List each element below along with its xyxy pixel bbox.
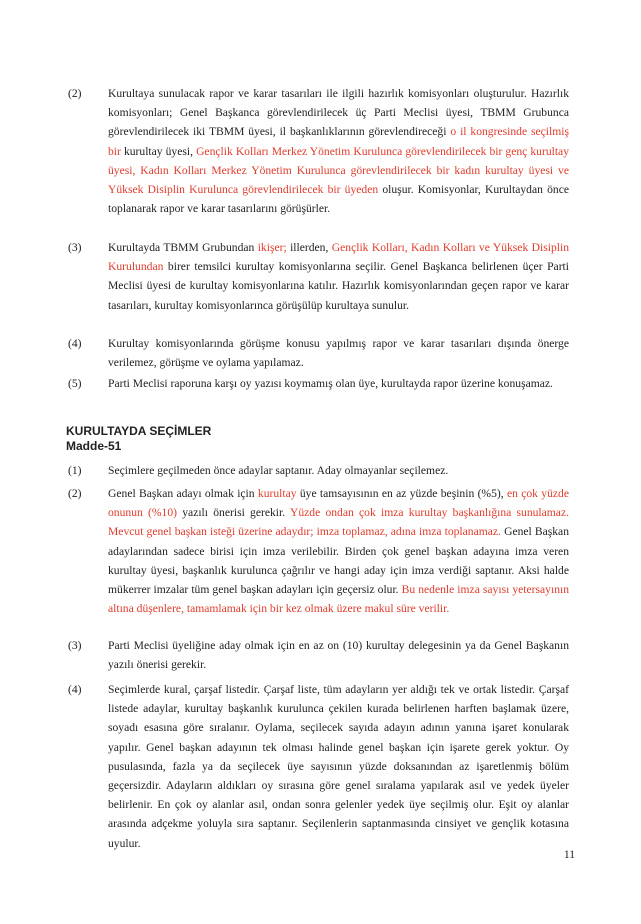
article-number: Madde-51 bbox=[66, 439, 122, 453]
clause-51-4 bbox=[68, 680, 569, 853]
clause-50-4 bbox=[68, 334, 569, 372]
clause-text bbox=[108, 461, 569, 480]
amended-text-segment: en çok yüzde onunun (%10) bbox=[108, 487, 569, 520]
amended-text-segment: o il kongresinde seçilmiş bir bbox=[108, 125, 569, 158]
text-segment: kurultay üyesi, bbox=[120, 144, 197, 158]
amended-text-segment: Gençlik Kolları Merkez Yönetim Kurulunca görevlendirilecek bir genç kurultay üyesi, Kadın Kolları Merkez Yönetim Kurulunca görevlendirilecek bir kadın kurultay üyesi ve Yüksek Disiplin Kurulunca görevlendirilecek bir üyeden bbox=[108, 144, 570, 197]
clause-number: (5) bbox=[68, 377, 82, 390]
clause-50-2 bbox=[68, 84, 569, 218]
amended-text-segment: Bu nedenle imza sayısı yetersayının altına düşenlere, tamamlamak için bir kez olmak üzere makul süre verilir. bbox=[108, 583, 570, 616]
text-segment: Genel Başkan adayı olmak için bbox=[108, 487, 258, 500]
section-title: KURULTAYDA SEÇİMLER bbox=[66, 424, 212, 438]
clause-text bbox=[108, 680, 569, 853]
text-segment: illerden, bbox=[286, 241, 332, 254]
clause-50-5 bbox=[68, 374, 569, 393]
section-heading bbox=[66, 424, 466, 454]
clause-51-1 bbox=[68, 461, 569, 480]
amended-text-segment: Gençlik Kolları, Kadın Kolları ve Yüksek Disiplin Kurulundan bbox=[108, 241, 570, 274]
amended-text-segment: ikişer; bbox=[257, 241, 287, 254]
text-segment: Kurultay komisyonlarında görüşme konusu yapılmış rapor ve karar tasarıları dışında önerge verilemez, görüşme ve oylama yapılamaz. bbox=[108, 337, 569, 370]
text-segment: üye tamsayısının en az yüzde beşinin (%5), bbox=[296, 487, 507, 500]
clause-number: (4) bbox=[68, 683, 82, 696]
clause-50-3 bbox=[68, 238, 569, 315]
text-segment: oluşur. Komisyonlar, Kurultaydan önce toplanarak rapor ve karar tasarılarını görüşürler. bbox=[108, 183, 569, 216]
text-segment: Seçimlerde kural, çarşaf listedir. Çarşaf liste, tüm adayların yer aldığı tek ve ortak listedir. Çarşaf listede adaylar, kurultay başkanlık kurulunca çekilen kurada belirlenen harften başlamak üzere, soyadı esasına göre sıralanır. Oylama, seçilecek sayıda adayın adının yanına işaret konularak yapılır. Genel başkan adayının tek olması halinde genel başkan için işarete gerek yoktur. Oy pusulasında, fazla ya da seçilecek üye sayısının yüzde doksanından az işaretlenmiş bölüm geçersizdir. Adayların aldıkları oy sırasına göre genel sıralama yapılarak asıl ve yedek üyeler belirlenir. En çok oy alanlar asıl, ondan sonra gelenler yedek üye seçilmiş olur. Eşit oy alanlar arasında adçekme yoluyla sıra saptanır. Seçilenlerin saptanmasında cinsiyet ve gençlik kotasına uyulur. bbox=[108, 683, 569, 850]
clause-51-3 bbox=[68, 636, 569, 674]
clause-text bbox=[108, 374, 569, 393]
text-segment: Parti Meclisi üyeliğine aday olmak için en az on (10) kurultay delegesinin ya da Genel Başkanın yazılı önerisi gerekir. bbox=[108, 639, 569, 672]
amended-text-segment: Yüzde ondan çok imza kurultay başkanlığına sunulamaz. Mevcut genel başkan isteği üzerine adaydır; imza toplamaz, adına imza toplanamaz. bbox=[108, 506, 569, 539]
clause-text bbox=[108, 84, 569, 218]
clause-number: (1) bbox=[68, 464, 82, 477]
clause-51-2 bbox=[68, 484, 569, 618]
text-segment: Kurultayda TBMM Grubundan bbox=[108, 241, 258, 254]
text-segment: yazılı önerisi gerekir. bbox=[177, 506, 290, 520]
text-segment: Kurultaya sunulacak rapor ve karar tasarıları ile ilgili hazırlık komisyonları oluşturulur. Hazırlık komisyonları; Genel Başkanca görevlendirilecek üç Parti Meclisi üyesi, TBMM Grubunca görevlendirilecek iki TBMM üyesi, il başkanlıklarının görevlendireceği bbox=[108, 87, 569, 139]
amended-text-segment: kurultay bbox=[257, 487, 297, 500]
clause-number: (2) bbox=[68, 87, 82, 100]
clause-text bbox=[108, 238, 569, 315]
page-number: 11 bbox=[563, 848, 575, 861]
clause-number: (4) bbox=[68, 337, 82, 350]
text-segment: Genel Başkan adaylarından sadece birisi için imza verilebilir. Birden çok genel başkan adayına imza veren kurultay üyesi, başkanlık kurulunca çağrılır ve hangi aday için imza verdiği saptanır. Aksi halde mükerrer imzalar tüm genel başkan adayları için geçersiz olur. bbox=[108, 525, 569, 597]
clause-number: (2) bbox=[68, 487, 82, 500]
text-segment: birer temsilci kurultay komisyonlarına seçilir. Genel Başkanca belirlenen üçer Parti Meclisi üyesi de kurultay komisyonlarına katılır. Hazırlık komisyonlarından geçen rapor ve karar tasarıları, kurultay komisyonlarınca görüşülüp kurultaya sunulur. bbox=[108, 260, 569, 312]
clause-text bbox=[108, 484, 569, 618]
text-segment: Parti Meclisi raporuna karşı oy yazısı koymamış olan üye, kurultayda rapor üzerine konuşamaz. bbox=[108, 377, 553, 390]
text-segment: Seçimlere geçilmeden önce adaylar saptanır. Aday olmayanlar seçilemez. bbox=[108, 464, 449, 477]
clause-text bbox=[108, 636, 569, 674]
clause-number: (3) bbox=[68, 241, 82, 254]
clause-text bbox=[108, 334, 569, 372]
clause-number: (3) bbox=[68, 639, 82, 652]
